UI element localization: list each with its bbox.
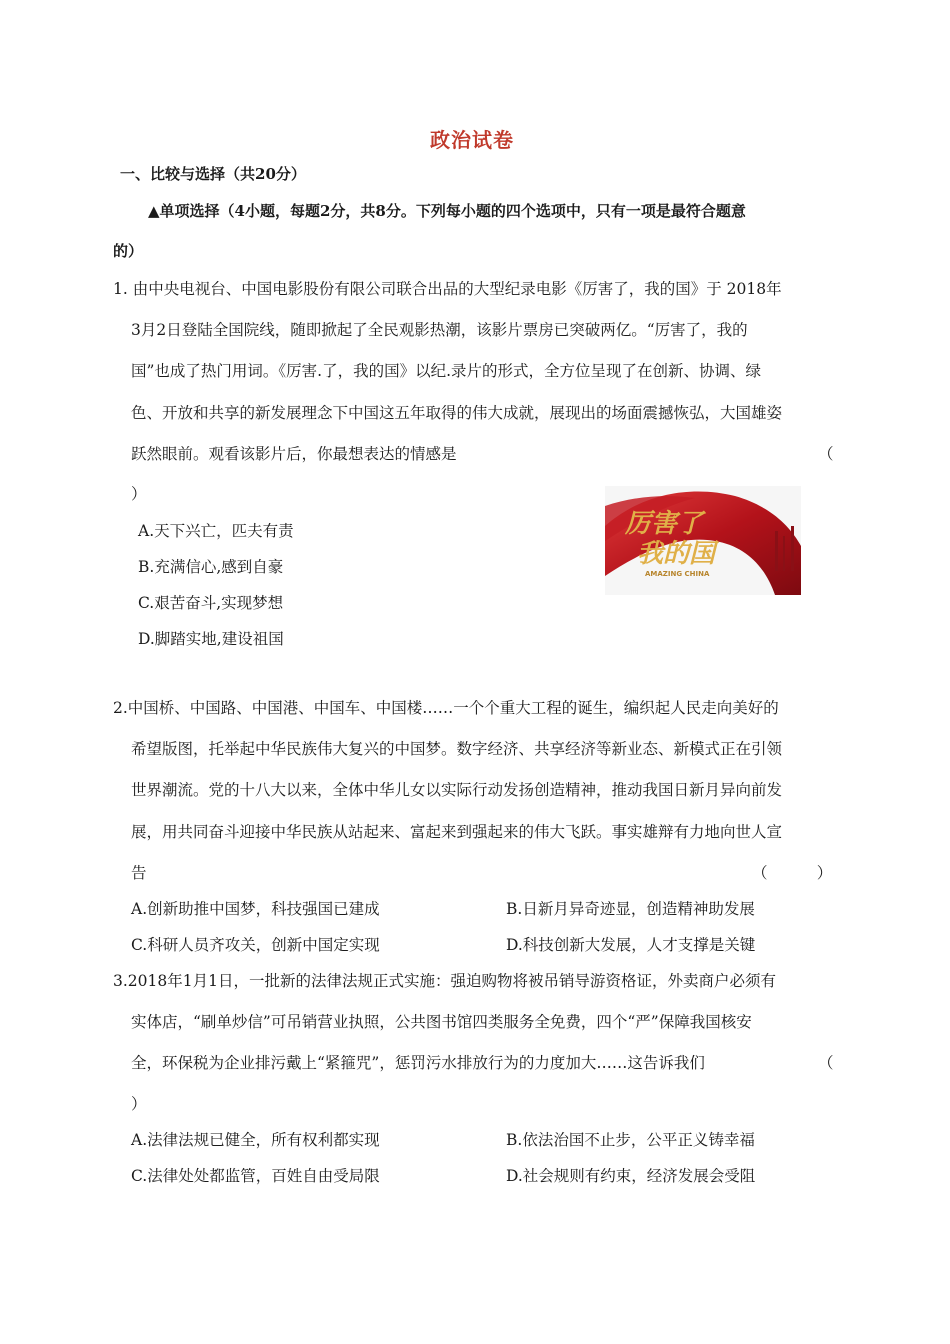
answer-bracket: （ ） [752, 864, 833, 882]
q1-line: 跃然眼前。观看该影片后，你最想表达的情感是 [131, 445, 457, 463]
q1-option-c: C.艰苦奋斗,实现梦想 [138, 594, 284, 612]
q2-line: 告 [131, 864, 147, 882]
instruction-line-2: 的） [113, 242, 144, 260]
q3-line: 实体店，“刷单炒信”可吊销营业执照，公共图书馆四类服务全免费，四个“严”保障我国核安 [131, 1013, 752, 1031]
q2-line: 2.中国桥、中国路、中国港、中国车、中国楼……一个个重大工程的诞生，编织起人民走向美好的 [113, 699, 779, 717]
q1-line: 国”也成了热门用词。《厉害.了，我的国》以纪.录片的形式，全方位呈现了在创新、协调、绿 [131, 362, 762, 380]
ribbon-graphic [605, 486, 801, 595]
q3-option-b: B.依法治国不止步，公平正义铸幸福 [506, 1131, 755, 1149]
q1-option-a: A.天下兴亡，匹夫有责 [138, 522, 294, 540]
page-title: 政治试卷 [430, 128, 514, 152]
poster-subtitle: AMAZING CHINA [645, 570, 710, 578]
answer-bracket-open: （ [818, 445, 834, 463]
q2-line: 世界潮流。党的十八大以来，全体中华儿女以实际行动发扬创造精神，推动我国日新月异向前发 [131, 781, 783, 799]
q2-option-c: C.科研人员齐攻关，创新中国定实现 [131, 936, 380, 954]
q1-line: 色、开放和共享的新发展理念下中国这五年取得的伟大成就，展现出的场面震撼恢弘，大国雄姿 [131, 404, 783, 422]
answer-bracket-open: （ [818, 1054, 834, 1072]
q3-option-d: D.社会规则有约束，经济发展会受阻 [506, 1167, 756, 1185]
movie-poster-image [605, 486, 801, 595]
q1-option-b: B.充满信心,感到自豪 [138, 558, 284, 576]
q2-option-b: B.日新月异奇迹显，创造精神助发展 [506, 900, 755, 918]
instruction-line-1: ▲单项选择（4小题，每题2分，共8分。下列每小题的四个选项中，只有一项是最符合题意 [148, 202, 746, 220]
q2-line: 展，用共同奋斗迎接中华民族从站起来、富起来到强起来的伟大飞跃。事实雄辩有力地向世人宣 [131, 823, 783, 841]
section-heading: 一、比较与选择（共20分） [120, 165, 306, 183]
q1-line: 1. 由中央电视台、中国电影股份有限公司联合出品的大型纪录电影《厉害了，我的国》于 2018年 [113, 280, 782, 298]
q2-line: 希望版图，托举起中华民族伟大复兴的中国梦。数字经济、共享经济等新业态、新模式正在引领 [131, 740, 783, 758]
q3-option-a: A.法律法规已健全，所有权利都实现 [131, 1131, 380, 1149]
q2-option-d: D.科技创新大发展，人才支撑是关键 [506, 936, 756, 954]
q3-line: 3.2018年1月1日，一批新的法律法规正式实施：强迫购物将被吊销导游资格证，外卖商户必须有 [113, 972, 776, 990]
answer-bracket-close: ） [131, 485, 147, 503]
q1-line: 3月2日登陆全国院线，随即掀起了全民观影热潮，该影片票房已突破两亿。“厉害了，我的 [131, 321, 748, 339]
q3-option-c: C.法律处处都监管，百姓自由受局限 [131, 1167, 380, 1185]
q1-option-d: D.脚踏实地,建设祖国 [138, 630, 284, 648]
q3-line: 全，环保税为企业排污戴上“紧箍咒”，惩罚污水排放行为的力度加大……这告诉我们 [131, 1054, 705, 1072]
poster-title-line2: 我的国 [637, 539, 716, 569]
q2-option-a: A.创新助推中国梦，科技强国已建成 [131, 900, 380, 918]
poster-title-line1: 厉害了 [625, 509, 704, 539]
answer-bracket-close: ） [131, 1095, 147, 1113]
